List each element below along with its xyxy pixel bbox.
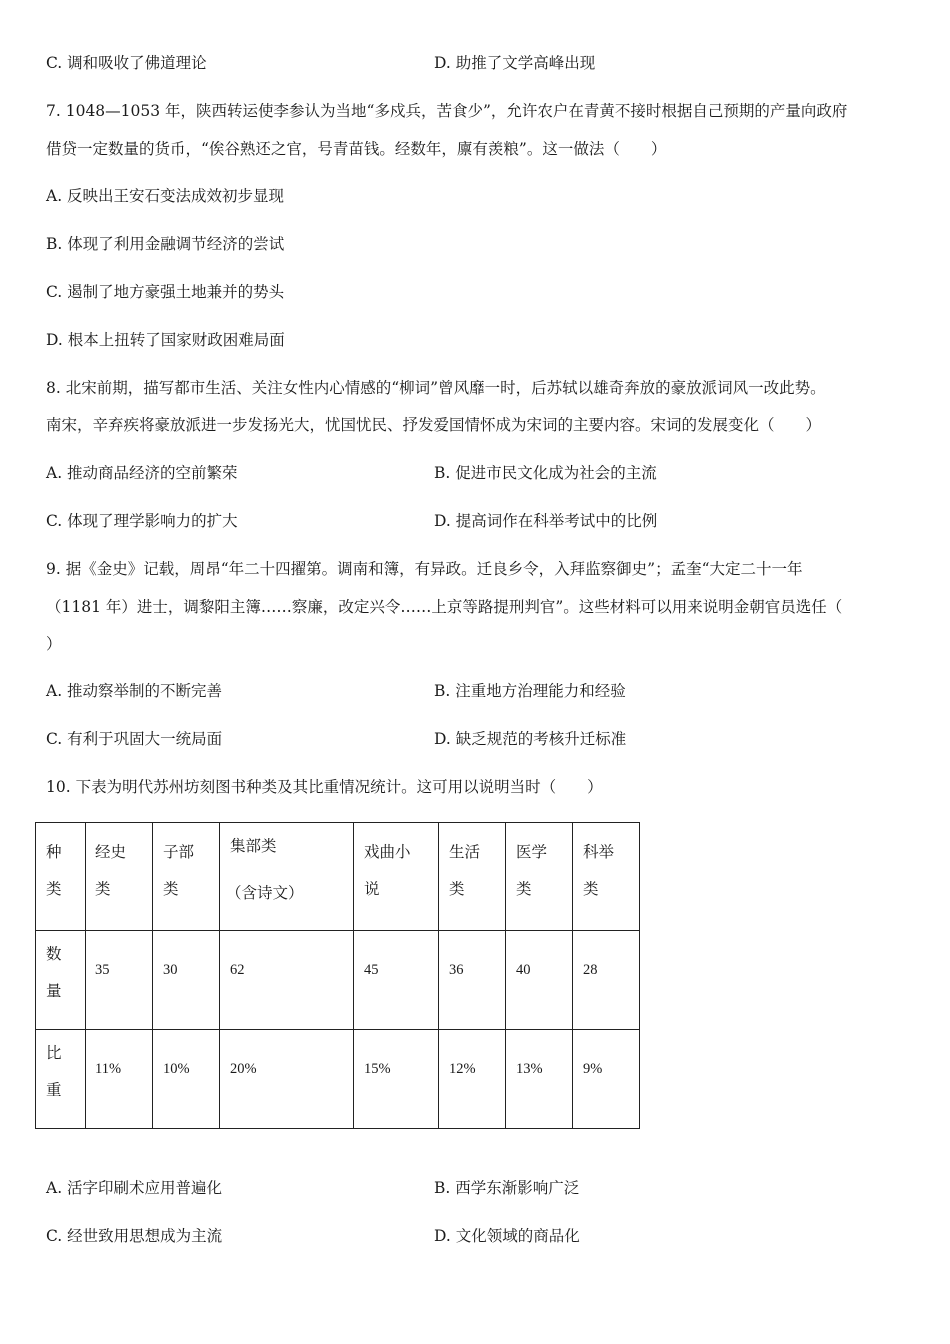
category-text: 类 — [516, 880, 532, 898]
q7-stem-line2: 借贷一定数量的货币，“俟谷熟还之官，号青苗钱。经数年，廪有羡粮”。这一做法（ ） — [46, 140, 667, 158]
category-cell — [573, 823, 639, 930]
q9-option-b: B. 注重地方治理能力和经验 — [434, 682, 626, 700]
q7-option-d: D. 根本上扭转了国家财政困难局面 — [46, 331, 285, 349]
count-value: 30 — [163, 962, 178, 978]
q7-stem-line1: 7. 1048—1053 年，陕西转运使李参认为当地“多戍兵，苦食少”，允许农户在青黄不接时根据自己预期的产量向政府 — [46, 102, 848, 120]
category-cell — [153, 823, 219, 930]
ratio-value: 15% — [364, 1061, 391, 1077]
category-cell — [506, 823, 572, 930]
count-value: 40 — [516, 962, 531, 978]
category-text: 类 — [163, 880, 179, 898]
table-row-categories — [36, 823, 640, 931]
row-header-text: 数 — [46, 945, 62, 963]
row-header-count — [36, 931, 85, 1029]
book-category-table — [35, 822, 640, 1129]
count-value: 28 — [583, 962, 598, 978]
category-text: 医学 — [516, 843, 548, 861]
count-value: 36 — [449, 962, 464, 978]
q8-option-b: B. 促进市民文化成为社会的主流 — [434, 464, 657, 482]
count-value: 45 — [364, 962, 379, 978]
category-cell — [439, 823, 505, 930]
q7-option-b: B. 体现了利用金融调节经济的尝试 — [46, 235, 285, 253]
ratio-value: 11% — [95, 1061, 122, 1077]
ratio-value: 20% — [230, 1061, 257, 1077]
category-text: 类 — [95, 880, 111, 898]
q8-stem-line1: 8. 北宋前期，描写都市生活、关注女性内心情感的“柳词”曾风靡一时，后苏轼以雄奇奔放的豪放派词风一改此势。 — [46, 379, 826, 397]
category-text: 经史 — [95, 843, 127, 861]
q9-option-a: A. 推动察举制的不断完善 — [46, 682, 223, 700]
row-header-category — [36, 823, 85, 930]
q10-option-b: B. 西学东渐影响广泛 — [434, 1179, 580, 1197]
q9-stem-line2: （1181 年）进士，调黎阳主簿……察廉，改定兴令……上京等路提刑判官”。这些材料可以用来说明金朝官员选任（ — [46, 598, 843, 616]
row-header-text: 类 — [46, 880, 62, 898]
category-text: 说 — [364, 880, 380, 898]
category-text: （含诗文） — [226, 884, 304, 902]
count-value: 62 — [230, 962, 245, 978]
category-cell — [220, 823, 353, 930]
table-row-counts — [36, 931, 640, 1030]
q9-option-c: C. 有利于巩固大一统局面 — [46, 730, 223, 748]
ratio-value: 10% — [163, 1061, 190, 1077]
category-cell — [354, 823, 438, 930]
q8-option-d: D. 提高词作在科举考试中的比例 — [434, 512, 658, 530]
q7-option-c: C. 遏制了地方豪强土地兼并的势头 — [46, 283, 285, 301]
category-text: 子部 — [163, 843, 195, 861]
q9-stem-line1: 9. 据《金史》记载，周昂“年二十四擢第。调南和簿，有异政。迁良乡令，入拜监察御史”；孟奎“大定二十一年 — [46, 560, 803, 578]
q10-option-a: A. 活字印刷术应用普遍化 — [46, 1179, 223, 1197]
q10-option-d: D. 文化领域的商品化 — [434, 1227, 580, 1245]
q9-option-d: D. 缺乏规范的考核升迁标准 — [434, 730, 627, 748]
category-text: 生活 — [449, 843, 481, 861]
table-row-ratios — [36, 1030, 640, 1129]
category-cell — [86, 823, 152, 930]
q9-stem-line3: ） — [46, 635, 62, 653]
q8-option-c: C. 体现了理学影响力的扩大 — [46, 512, 238, 530]
category-text: 类 — [449, 880, 465, 898]
ratio-value: 13% — [516, 1061, 543, 1077]
ratio-value: 9% — [583, 1061, 603, 1077]
q8-stem-line2: 南宋，辛弃疾将豪放派进一步发扬光大，忧国忧民、抒发爱国情怀成为宋词的主要内容。宋词的发展变化（ ） — [46, 416, 822, 434]
category-text: 集部类 — [230, 837, 277, 855]
row-header-text: 重 — [46, 1081, 62, 1099]
q7-option-a: A. 反映出王安石变法成效初步显现 — [46, 187, 285, 205]
count-value: 35 — [95, 962, 110, 978]
row-header-ratio — [36, 1030, 85, 1128]
ratio-value: 12% — [449, 1061, 476, 1077]
q10-option-c: C. 经世致用思想成为主流 — [46, 1227, 223, 1245]
row-header-text: 量 — [46, 982, 62, 1000]
q10-stem: 10. 下表为明代苏州坊刻图书种类及其比重情况统计。这可用以说明当时（ ） — [46, 778, 603, 796]
category-text: 戏曲小 — [364, 843, 411, 861]
q6-option-c: C. 调和吸收了佛道理论 — [46, 54, 207, 72]
category-text: 科举 — [583, 843, 615, 861]
row-header-text: 比 — [46, 1044, 62, 1062]
category-text: 类 — [583, 880, 599, 898]
row-header-text: 种 — [46, 843, 62, 861]
q6-option-d: D. 助推了文学高峰出现 — [434, 54, 596, 72]
q8-option-a: A. 推动商品经济的空前繁荣 — [46, 464, 238, 482]
